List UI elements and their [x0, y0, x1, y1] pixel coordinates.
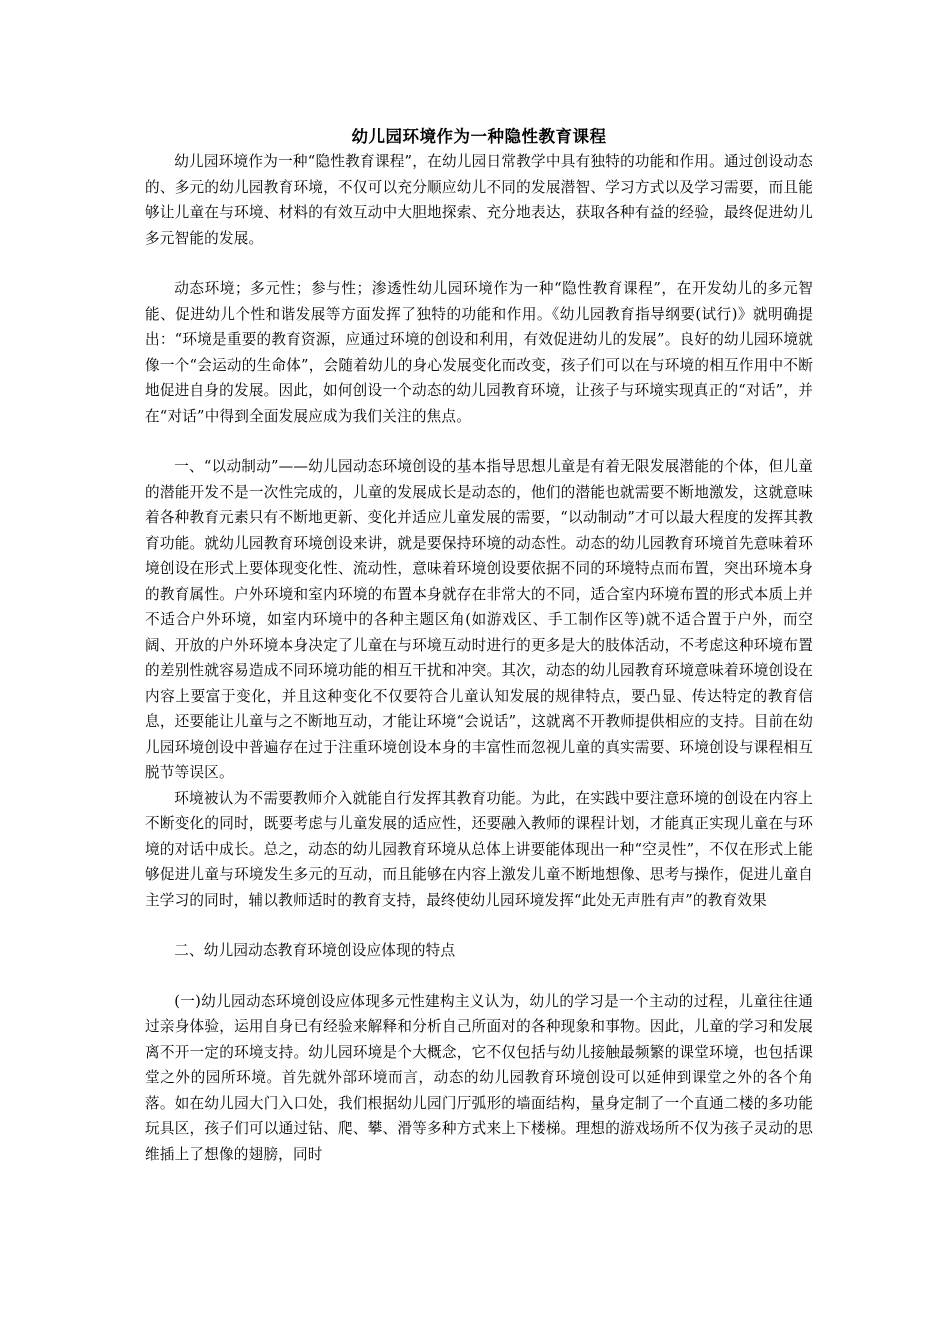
document-title: 幼儿园环境作为一种隐性教育课程: [351, 127, 607, 146]
paragraph-keywords: 动态环境；多元性；参与性；渗透性幼儿园环境作为一种“隐性教育课程”，在开发幼儿的多元智能、促进幼儿个性和谐发展等方面发挥了独特的功能和作用。《幼儿园教育指导纲要(试行)》就明确提出：“环境是重要的教育资源，应通过环境的创设和利用，有效促进幼儿的发展”。良好的幼儿园环境就像一个“会运动的生命体”，会随着幼儿的身心发展变化而改变，孩子们可以在与环境的相互作用中不断地促进自身的发展。因此，如何创设一个动态的幼儿园教育环境，让孩子与环境实现真正的“对话”，并在“对话”中得到全面发展应成为我们关注的焦点。: [145, 280, 813, 425]
document-page: [145, 125, 813, 1325]
paragraph-spacer: [145, 964, 813, 989]
paragraph-section-one: 一、“以动制动”——幼儿园动态环境创设的基本指导思想儿童是有着无限发展潜能的个体，但儿童的潜能开发不是一次性完成的，儿童的发展成长是动态的，他们的潜能也就需要不断地激发，这就意味着各种教育元素只有不断地更新、变化并适应儿童发展的需要，“以动制动”才可以最大程度的发挥其教育功能。就幼儿园教育环境创设来讲，就是要保持环境的动态性。动态的幼儿园教育环境首先意味着环境创设在形式上要体现变化性、流动性，意味着环境创设要依据不同的环境特点而布置，突出环境本身的教育属性。户外环境和室内环境的布置本身就存在非常大的不同，适合室内环境布置的形式本质上并不适合户外环境，如室内环境中的各种主题区角(如游戏区、手工制作区等)就不适合置于户外，而空阔、开放的户外环境本身决定了儿童在与环境互动时进行的更多是大的肢体活动，不考虑这种环境布置的差别性就容易造成不同环境功能的相互干扰和冲突。其次，动态的幼儿园教育环境意味着环境创设在内容上要富于变化，并且这种变化不仅要符合儿童认知发展的规律特点，要凸显、传达特定的教育信息，还要能让儿童与之不断地互动，才能让环境“会说话”，这就离不开教师提供相应的支持。目前在幼儿园环境创设中普遍存在过于注重环境创设本身的丰富性而忽视儿童的真实需要、环境创设与课程相互脱节等误区。: [145, 458, 813, 781]
paragraph-intro: 幼儿园环境作为一种“隐性教育课程”，在幼儿园日常教学中具有独特的功能和作用。通过创设动态的、多元的幼儿园教育环境，不仅可以充分顺应幼儿不同的发展潜智、学习方式以及学习需要，而且能够让儿童在与环境、材料的有效互动中大胆地探索、充分地表达，获取各种有益的经验，最终促进幼儿多元智能的发展。: [145, 153, 813, 247]
section-heading-two: 二、幼儿园动态教育环境创设应体现的特点: [174, 942, 456, 959]
paragraph-spacer: [145, 429, 813, 454]
paragraph-spacer: [145, 251, 813, 276]
paragraph-section-one-continued: 环境被认为不需要教师介入就能自行发挥其教育功能。为此，在实践中要注意环境的创设在内容上不断变化的同时，既要考虑与儿童发展的适应性，还要融入教师的课程计划，才能真正实现儿童在与环境的对话中成长。总之，动态的幼儿园教育环境从总体上讲要能体现出一种“空灵性”，不仅在形式上能够促进儿童与环境发生多元的互动，而且能够在内容上激发儿童不断地想像、思考与操作，促进儿童自主学习的同时，辅以教师适时的教育支持，最终使幼儿园环境发挥“此处无声胜有声”的教育效果: [145, 789, 813, 909]
paragraph-spacer: [145, 913, 813, 938]
paragraph-section-two-part-one: (一)幼儿园动态环境创设应体现多元性建构主义认为，幼儿的学习是一个主动的过程，儿童往往通过亲身体验，运用自身已有经验来解释和分析自己所面对的各种现象和事物。因此，儿童的学习和发展离不开一定的环境支持。幼儿园环境是个大概念，它不仅包括与幼儿接触最频繁的课堂环境，也包括课堂之外的园所环境。首先就外部环境而言，动态的幼儿园教育环境创设可以延伸到课堂之外的各个角落。如在幼儿园大门入口处，我们根据幼儿园门厅弧形的墙面结构，量身定制了一个直通二楼的多功能玩具区，孩子们可以通过钻、爬、攀、滑等多种方式来上下楼梯。理想的游戏场所不仅为孩子灵动的思维插上了想像的翅膀，同时: [145, 992, 813, 1163]
